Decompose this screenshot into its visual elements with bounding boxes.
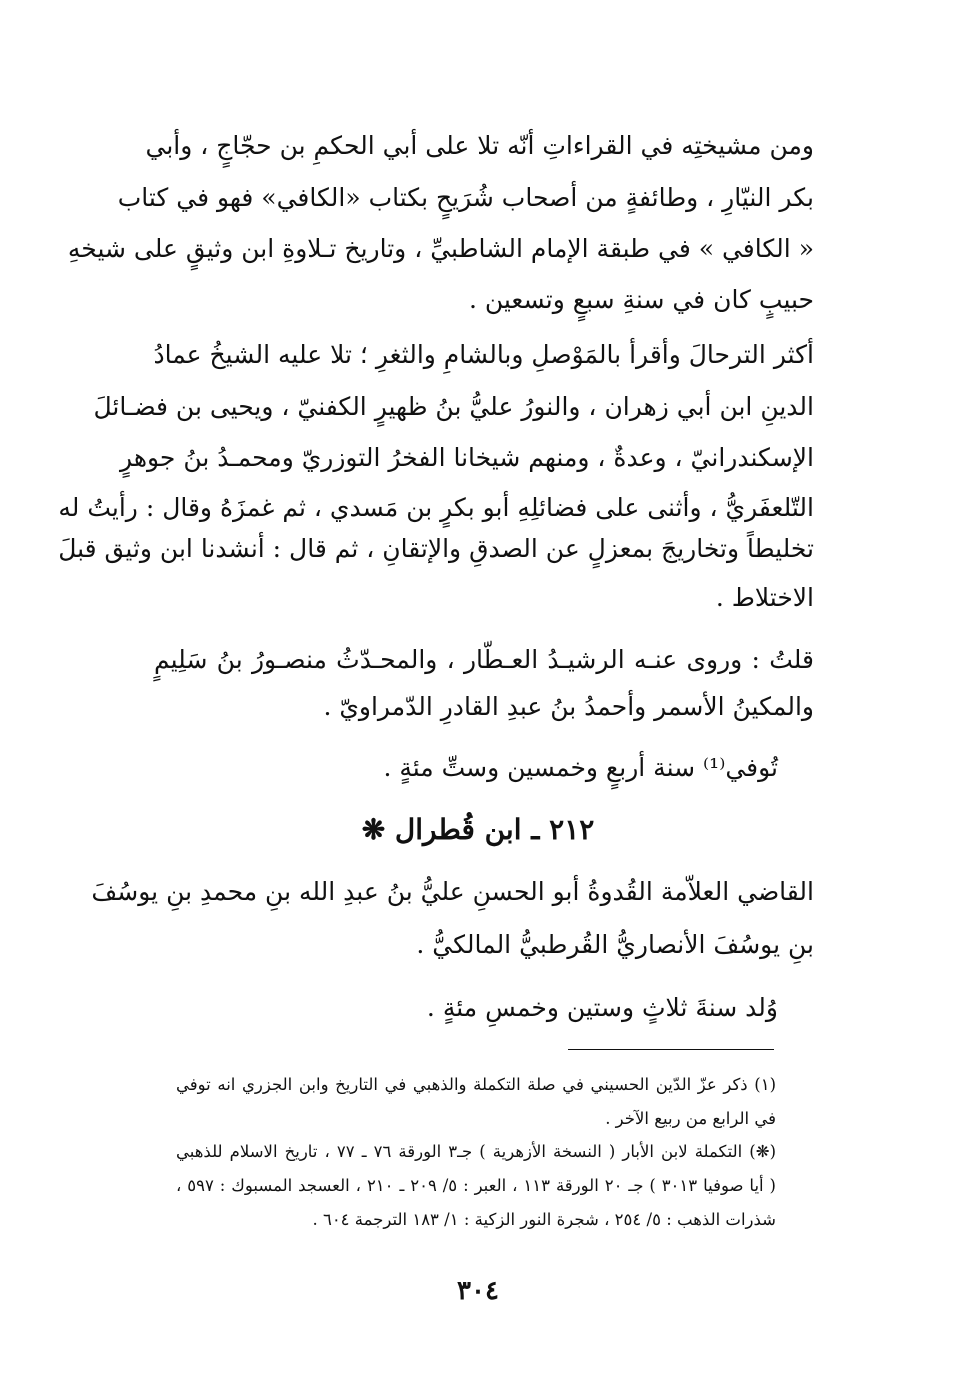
paragraph-2-line-4: التّلعفَريُّ ، وأثنى على فضائلِهِ أبو بكرٍ بن مَسدي ، ثم غمزَهُ وقال : رأيتُ له xyxy=(58,493,814,522)
paragraph-1-line-3: « الكافي » في طبقة الإمام الشاطبيِّ ، وتاريخ تـلاوةِ ابن وثيقٍ على شيخهِ xyxy=(67,234,814,263)
paragraph-2-line-5: تخليطاً وتخاريجَ بمعزلٍ عن الصدقِ والإتقانِ ، ثم قال : أنشدنا ابن وثيق قبلَ xyxy=(58,534,814,563)
paragraph-2-line-2: الدينِ ابن أبي زهران ، والنورُ عليُّ بنُ ظهيرٍ الكفنيّ ، ويحيى بن فضـائلَ xyxy=(93,392,814,421)
paragraph-3-line-1: قلتُ : وروى عنـه الرشيـدُ العـطّار ، والمحـدّثُ منصـورُ بنُ سَلِيمٍ xyxy=(154,645,814,674)
paragraph-1-line-2: بكر النيّارِ ، وطائفةٍ من أصحاب شُرَيحٍ بكتاب «الكافي» فهو في كتاب xyxy=(117,183,814,212)
footnote-1-line-2: في الرابع من ربيع الآخر . xyxy=(605,1109,776,1128)
footnote-separator xyxy=(568,1049,774,1050)
birth-year-line: وُلد سنةَ ثلاثٍ وستين وخمسِ مئةٍ . xyxy=(426,993,778,1022)
footnote-star-line-2: ( أيا صوفيا ٣٠١٣ ) جـ ٢٠ الورقة ١١٣ ، العبر : ٥/ ٢٠٩ ـ ٢١٠ ، العسجد المسبوك : ٥٩٧ ، xyxy=(176,1176,776,1195)
footnote-star-line-3: شذرات الذهب : ٥/ ٢٥٤ ، شجرة النور الزكية : ١/ ١٨٣ الترجمة ٦٠٤ . xyxy=(312,1210,776,1229)
paragraph-5-line-1: القاضي العلاّمة القُدوةُ أبو الحسنِ عليُّ بنُ عبدِ الله بنِ محمدِ بنِ يوسُفَ xyxy=(91,877,814,906)
paragraph-1-line-1: ومن مشيختِه في القراءاتِ أنّه تلا على أبي الحكمِ بن حجّاجٍ ، وأبي xyxy=(145,131,814,160)
death-year-line: تُوفي⁽¹⁾ سنة أربعٍ وخمسين وستِّ مئةٍ . xyxy=(383,753,778,782)
page-number: ٣٠٤ xyxy=(457,1276,499,1306)
paragraph-5-line-2: بنِ يوسُفَ الأنصاريُّ القُرطبيُّ المالكيُّ . xyxy=(416,930,814,959)
paragraph-1-line-4: حبيبٍ كان في سنةِ سبعٍ وتسعين . xyxy=(468,285,814,314)
paragraph-2-line-6: الاختلاط . xyxy=(715,583,814,612)
paragraph-3-line-2: والمكينُ الأسمر وأحمدُ بنُ عبدِ القادرِ الدّمراويّ . xyxy=(323,692,814,721)
entry-heading: ٢١٢ ـ ابن قُطرال ❋ xyxy=(361,813,595,846)
paragraph-2-line-3: الإسكندرانيّ ، وعدةٌ ، ومنهم شيخانا الفخرُ التوزريّ ومحمـدُ بنُ جوهرٍ xyxy=(120,443,814,472)
footnote-star-line-1: (❋) التكملة لابن الأبار ( النسخة الأزهرية ) جـ٣ الورقة ٧٦ ـ ٧٧ ، تاريخ الاسلام للذهبي xyxy=(176,1142,777,1161)
paragraph-2-line-1: أكثر الترحالَ وأقرأ بالمَوْصلِ وبالشامِ والثغرِ ؛ تلا عليه الشيخُ عمادُ xyxy=(153,340,814,369)
footnote-1-line-1: (١) ذكر عزّ الدّين الحسيني في صلة التكملة والذهبي في التاريخ وابن الجزري انه توفي xyxy=(176,1075,776,1094)
